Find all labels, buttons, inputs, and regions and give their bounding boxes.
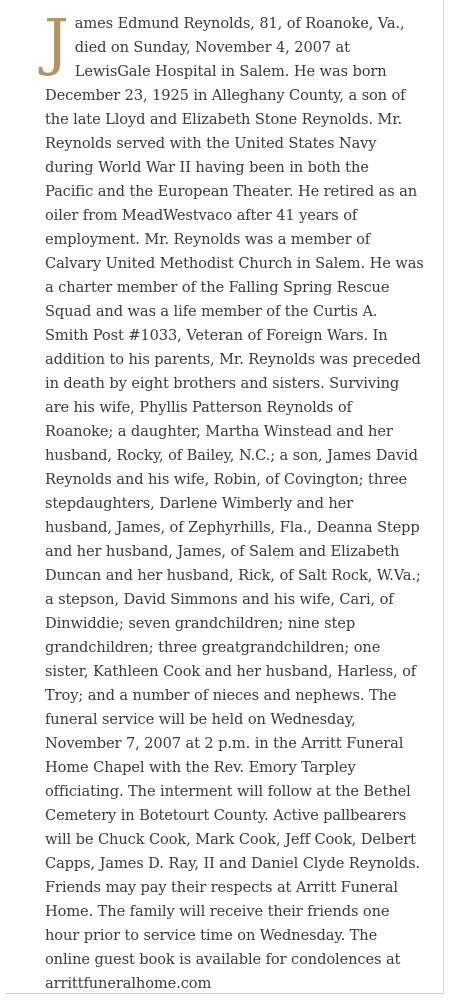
text-line-24: Duncan and her husband, Rick, of Salt Rock, W.Va.; xyxy=(45,567,421,584)
text-line-33: officiating. The interment will follow at the Bethel xyxy=(45,783,411,800)
text-line-1: ames Edmund Reynolds, 81, of Roanoke, Va., xyxy=(74,15,405,32)
text-line-19: husband, Rocky, of Bailey, N.C.; a son, James David xyxy=(45,447,418,464)
text-line-27: grandchildren; three greatgrandchildren; one xyxy=(45,639,381,656)
text-line-37: Friends may pay their respects at Arritt Funeral xyxy=(45,879,398,896)
text-line-36: Capps, James D. Ray, II and Daniel Clyde Reynolds. xyxy=(45,855,421,872)
text-line-26: Dinwiddie; seven grandchildren; nine step xyxy=(45,615,356,632)
text-line-9: oiler from MeadWestvaco after 41 years of xyxy=(45,207,358,224)
text-line-5: the late Lloyd and Elizabeth Stone Reynolds. Mr. xyxy=(45,111,403,128)
text-line-35: will be Chuck Cook, Mark Cook, Jeff Cook, Delbert xyxy=(45,831,416,848)
text-line-3: LewisGale Hospital in Salem. He was born xyxy=(74,63,387,80)
obituary-text xyxy=(44,5,424,996)
text-line-30: funeral service will be held on Wednesday, xyxy=(45,711,356,728)
text-line-4: December 23, 1925 in Alleghany County, a son of xyxy=(45,87,406,104)
text-line-40: online guest book is available for condolences at xyxy=(45,951,401,968)
text-line-28: sister, Kathleen Cook and her husband, Harless, of xyxy=(45,663,417,680)
text-line-11: Calvary United Methodist Church in Salem. He was xyxy=(45,255,424,272)
drop-cap: J xyxy=(44,5,69,78)
content-frame xyxy=(5,0,444,994)
text-line-14: Smith Post #1033, Veteran of Foreign Wars. In xyxy=(45,327,388,344)
text-line-10: employment. Mr. Reynolds was a member of xyxy=(45,231,371,248)
text-line-38: Home. The family will receive their friends one xyxy=(45,903,390,920)
text-line-29: Troy; and a number of nieces and nephews. The xyxy=(45,687,397,704)
text-line-41: arrittfuneralhome.com xyxy=(45,975,212,992)
text-line-13: Squad and was a life member of the Curtis A. xyxy=(45,303,378,320)
text-line-22: husband, James, of Zephyrhills, Fla., Deanna Stepp xyxy=(45,519,420,536)
text-line-21: stepdaughters, Darlene Wimberly and her xyxy=(45,495,354,512)
text-line-34: Cemetery in Botetourt County. Active pallbearers xyxy=(45,807,407,824)
text-line-23: and her husband, James, of Salem and Elizabeth xyxy=(45,543,400,560)
text-line-12: a charter member of the Falling Spring Rescue xyxy=(45,279,390,296)
text-line-8: Pacific and the European Theater. He retired as an xyxy=(45,183,418,200)
text-line-20: Reynolds and his wife, Robin, of Covington; three xyxy=(45,471,408,488)
text-line-32: Home Chapel with the Rev. Emory Tarpley xyxy=(45,759,356,776)
text-line-25: a stepson, David Simmons and his wife, Cari, of xyxy=(45,591,394,608)
text-line-2: died on Sunday, November 4, 2007 at xyxy=(74,39,350,56)
text-line-7: during World War II having been in both the xyxy=(45,159,369,176)
text-line-31: November 7, 2007 at 2 p.m. in the Arritt Funeral xyxy=(45,735,404,752)
text-line-17: are his wife, Phyllis Patterson Reynolds of xyxy=(45,399,352,416)
text-line-39: hour prior to service time on Wednesday. The xyxy=(45,927,378,944)
text-line-16: in death by eight brothers and sisters. Surviving xyxy=(45,375,400,392)
text-line-18: Roanoke; a daughter, Martha Winstead and her xyxy=(45,423,393,440)
text-line-6: Reynolds served with the United States Navy xyxy=(45,135,377,152)
text-line-15: addition to his parents, Mr. Reynolds was preceded xyxy=(45,351,421,368)
